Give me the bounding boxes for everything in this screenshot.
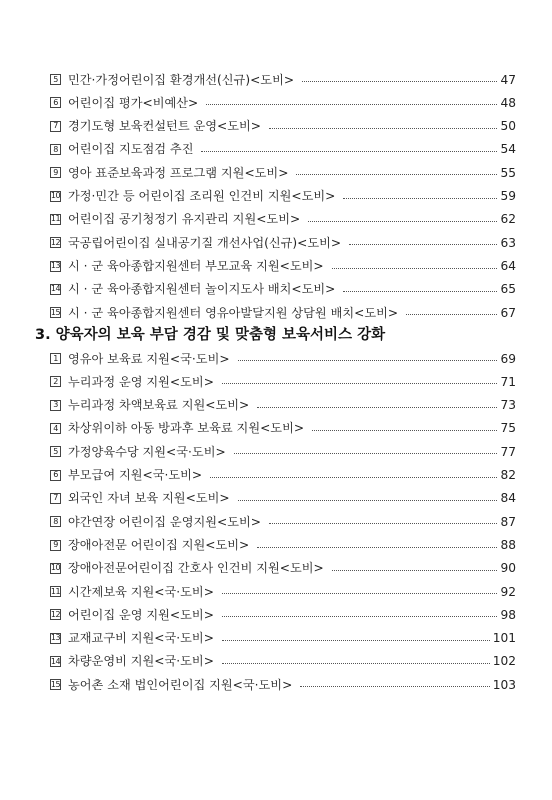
page-number: 47 — [500, 72, 516, 87]
item-number-box: 9 — [50, 167, 61, 178]
page-number: 54 — [500, 142, 516, 157]
toc-entry[interactable] — [50, 68, 516, 91]
dot-leader — [332, 268, 497, 269]
dot-leader — [302, 81, 497, 82]
page-number: 63 — [500, 235, 516, 250]
item-number-box: 11 — [50, 586, 61, 596]
toc-entry[interactable] — [50, 510, 516, 533]
entry-label: 교재교구비 지원<국·도비> — [68, 631, 214, 646]
toc-entry[interactable] — [50, 557, 516, 580]
toc-entry[interactable] — [50, 533, 516, 556]
page-number: 48 — [500, 95, 516, 110]
page-number: 65 — [500, 282, 516, 297]
dot-leader — [343, 198, 497, 199]
page-number: 64 — [500, 258, 516, 273]
item-number-box: 7 — [50, 493, 61, 504]
toc-entry[interactable] — [50, 347, 516, 370]
toc-entry[interactable] — [50, 91, 516, 114]
entry-label: 시 · 군 육아종합지원센터 영유아발달지원 상담원 배치<도비> — [68, 305, 399, 320]
toc-entry[interactable] — [50, 580, 516, 603]
section-heading: 3. 양육자의 보육 부담 경감 및 맞춤형 보육서비스 강화 — [35, 327, 386, 343]
dot-leader — [269, 523, 497, 524]
entry-label: 민간·가정어린이집 환경개선(신규)<도비> — [68, 72, 295, 87]
toc-list-section-3 — [50, 347, 516, 696]
dot-leader — [312, 430, 497, 431]
dot-leader — [222, 383, 497, 384]
toc-entry[interactable] — [50, 115, 516, 138]
item-number-box: 5 — [50, 74, 61, 85]
dot-leader — [201, 151, 497, 152]
item-number-box: 15 — [50, 679, 61, 689]
entry-label: 농어촌 소재 법인어린이집 지원<국·도비> — [68, 677, 293, 692]
item-number-box: 3 — [50, 400, 61, 411]
dot-leader — [332, 570, 497, 571]
item-number-box: 4 — [50, 423, 61, 434]
entry-label: 어린이집 공기청정기 유지관리 지원<도비> — [68, 212, 301, 227]
toc-entry[interactable] — [50, 487, 516, 510]
item-number-box: 5 — [50, 446, 61, 457]
page-number: 73 — [500, 398, 516, 413]
item-number-box: 7 — [50, 121, 61, 132]
item-number-box: 8 — [50, 144, 61, 155]
dot-leader — [269, 128, 497, 129]
page-number: 50 — [500, 119, 516, 134]
item-number-box: 13 — [50, 261, 61, 271]
dot-leader — [222, 616, 497, 617]
entry-label: 누리과정 운영 지원<도비> — [68, 374, 214, 389]
entry-label: 차량운영비 지원<국·도비> — [68, 654, 214, 669]
page-number: 71 — [500, 374, 516, 389]
entry-label: 어린이집 지도점검 추진 — [68, 142, 194, 157]
entry-label: 경기도형 보육컨설턴트 운영<도비> — [68, 119, 261, 134]
entry-label: 장애아전문어린이집 간호사 인건비 지원<도비> — [68, 561, 324, 576]
page-number: 98 — [500, 607, 516, 622]
dot-leader — [234, 453, 497, 454]
toc-entry[interactable] — [50, 650, 516, 673]
dot-leader — [308, 221, 497, 222]
entry-label: 가정·민간 등 어린이집 조리원 인건비 지원<도비> — [68, 189, 336, 204]
dot-leader — [349, 244, 497, 245]
entry-label: 국공립어린이집 실내공기질 개선사업(신규)<도비> — [68, 235, 342, 250]
page-number: 69 — [500, 351, 516, 366]
toc-list-section-2 — [50, 68, 516, 324]
item-number-box: 15 — [50, 307, 61, 317]
item-number-box: 2 — [50, 376, 61, 387]
page-number: 67 — [500, 305, 516, 320]
toc-entry[interactable] — [50, 603, 516, 626]
item-number-box: 14 — [50, 284, 61, 294]
entry-label: 외국인 자녀 보육 지원<도비> — [68, 491, 230, 506]
dot-leader — [210, 477, 497, 478]
toc-entry[interactable] — [50, 463, 516, 486]
entry-label: 영유아 보육료 지원<국·도비> — [68, 351, 230, 366]
page-number: 90 — [500, 561, 516, 576]
dot-leader — [238, 500, 497, 501]
dot-leader — [222, 593, 497, 594]
entry-label: 어린이집 운영 지원<도비> — [68, 607, 214, 622]
page-number: 84 — [500, 491, 516, 506]
item-number-box: 14 — [50, 656, 61, 666]
toc-entry[interactable] — [50, 417, 516, 440]
entry-label: 시 · 군 육아종합지원센터 놀이지도사 배치<도비> — [68, 282, 336, 297]
toc-entry[interactable] — [50, 278, 516, 301]
page-number: 75 — [500, 421, 516, 436]
dot-leader — [406, 314, 497, 315]
dot-leader — [300, 686, 489, 687]
page-number: 103 — [492, 677, 516, 692]
dot-leader — [238, 360, 497, 361]
item-number-box: 9 — [50, 540, 61, 551]
page-number: 102 — [492, 654, 516, 669]
toc-entry[interactable] — [50, 370, 516, 393]
item-number-box: 6 — [50, 97, 61, 108]
dot-leader — [222, 640, 490, 641]
page-number: 92 — [500, 584, 516, 599]
page-number: 62 — [500, 212, 516, 227]
page-number: 101 — [492, 631, 516, 646]
item-number-box: 8 — [50, 516, 61, 527]
dot-leader — [257, 547, 497, 548]
dot-leader — [222, 663, 490, 664]
toc-entry[interactable] — [50, 138, 516, 161]
toc-entry[interactable] — [50, 673, 516, 696]
entry-label: 차상위이하 아동 방과후 보육료 지원<도비> — [68, 421, 305, 436]
toc-entry[interactable] — [50, 254, 516, 277]
entry-label: 어린이집 평가<비예산> — [68, 95, 199, 110]
toc-entry[interactable] — [50, 440, 516, 463]
page-number: 59 — [500, 189, 516, 204]
item-number-box: 10 — [50, 563, 61, 573]
entry-label: 장애아전문 어린이집 지원<도비> — [68, 537, 250, 552]
item-number-box: 12 — [50, 609, 61, 619]
dot-leader — [206, 104, 497, 105]
item-number-box: 12 — [50, 237, 61, 247]
entry-label: 가정양육수당 지원<국·도비> — [68, 444, 226, 459]
entry-label: 부모급여 지원<국·도비> — [68, 468, 203, 483]
entry-label: 시간제보육 지원<국·도비> — [68, 584, 214, 599]
item-number-box: 13 — [50, 633, 61, 643]
entry-label: 영아 표준보육과정 프로그램 지원<도비> — [68, 165, 289, 180]
page-number: 87 — [500, 514, 516, 529]
entry-label: 야간연장 어린이집 운영지원<도비> — [68, 514, 261, 529]
dot-leader — [343, 291, 497, 292]
toc-entry[interactable] — [50, 184, 516, 207]
toc-entry[interactable] — [50, 301, 516, 324]
page-number: 82 — [500, 468, 516, 483]
toc-entry[interactable] — [50, 161, 516, 184]
page-number: 55 — [500, 165, 516, 180]
toc-entry[interactable] — [50, 394, 516, 417]
item-number-box: 11 — [50, 214, 61, 224]
entry-label: 시 · 군 육아종합지원센터 부모교육 지원<도비> — [68, 258, 324, 273]
page-number: 77 — [500, 444, 516, 459]
dot-leader — [257, 407, 497, 408]
toc-entry[interactable] — [50, 231, 516, 254]
toc-entry[interactable] — [50, 627, 516, 650]
page-number: 88 — [500, 537, 516, 552]
item-number-box: 10 — [50, 191, 61, 201]
item-number-box: 1 — [50, 353, 61, 364]
toc-entry[interactable] — [50, 208, 516, 231]
entry-label: 누리과정 차액보육료 지원<도비> — [68, 398, 250, 413]
item-number-box: 6 — [50, 470, 61, 481]
dot-leader — [296, 174, 497, 175]
